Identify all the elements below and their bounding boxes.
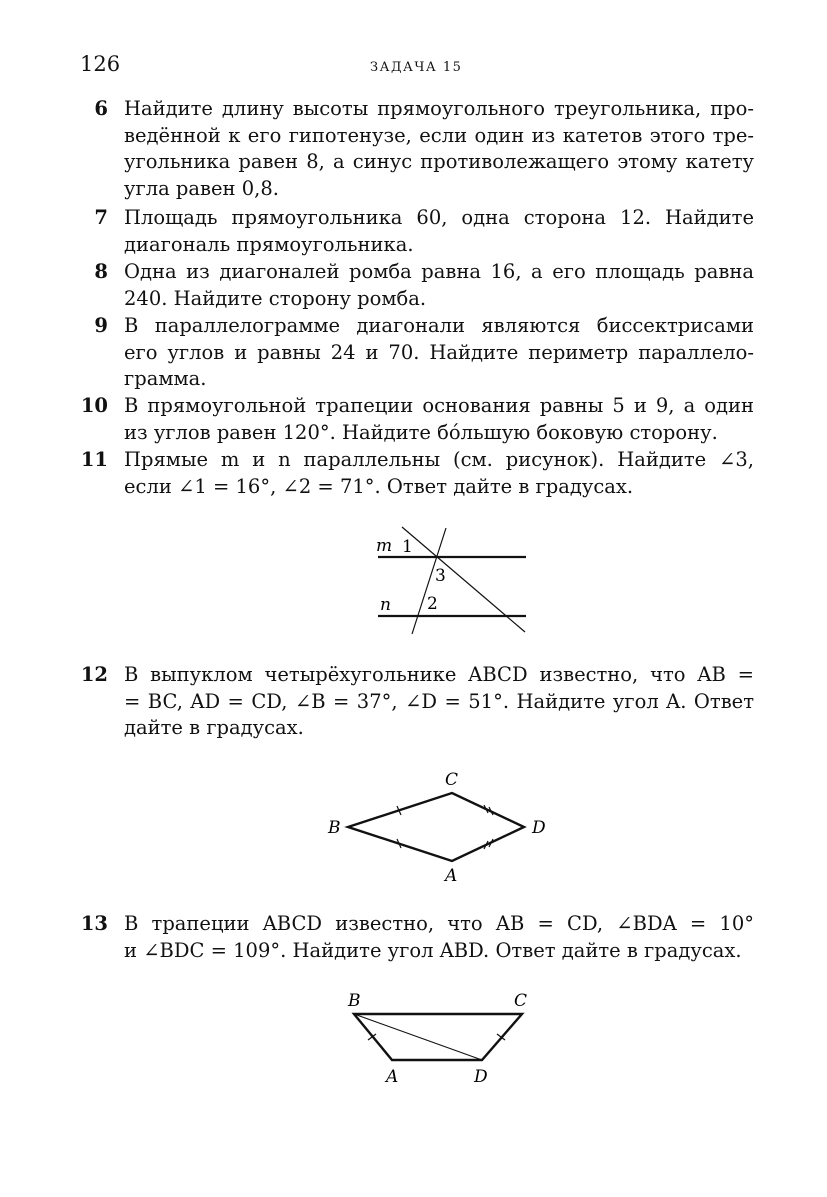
problem-text bbox=[124, 911, 754, 964]
text-line: его углов и равны 24 и 70. Найдите периметр параллело- bbox=[124, 340, 754, 364]
problem-number: 6 bbox=[94, 97, 108, 120]
label-c: C bbox=[514, 991, 528, 1011]
problem-text bbox=[124, 447, 754, 500]
problem-number: 12 bbox=[80, 663, 108, 686]
text-line: угла равен 0,8. bbox=[124, 176, 279, 200]
problem-11 bbox=[78, 447, 754, 500]
label-c: C bbox=[445, 770, 459, 790]
problem-text bbox=[124, 662, 754, 742]
quadrilateral-abcd bbox=[348, 793, 524, 861]
problem-13 bbox=[78, 911, 754, 964]
problem-8 bbox=[78, 259, 754, 312]
text-line: ведённой к его гипотенузе, если один из катетов этого тре- bbox=[124, 123, 754, 147]
problem-6 bbox=[78, 96, 754, 202]
problem-text bbox=[124, 205, 754, 258]
text-line: = BC, AD = CD, ∠B = 37°, ∠D = 51°. Найдите угол A. Ответ bbox=[124, 689, 754, 713]
trapezoid-abcd bbox=[354, 1014, 522, 1060]
label-angle-1: 1 bbox=[402, 537, 413, 557]
figure-parallel-lines bbox=[360, 520, 540, 640]
problem-text bbox=[124, 96, 754, 202]
problem-number: 8 bbox=[94, 260, 108, 283]
text-line: В трапеции ABCD известно, что AB = CD, ∠BDA = 10° bbox=[124, 912, 754, 935]
figure-quadrilateral bbox=[320, 765, 560, 890]
label-n: n bbox=[380, 595, 391, 615]
problem-12 bbox=[78, 662, 754, 742]
text-line: угольника равен 8, а синус противолежащего этому катету bbox=[124, 150, 754, 173]
label-d: D bbox=[532, 818, 546, 838]
problem-text bbox=[124, 313, 754, 393]
problem-number: 11 bbox=[80, 448, 108, 471]
text-line: Прямые m и n параллельны (см. рисунок). Найдите ∠3, bbox=[124, 448, 754, 471]
label-d: D bbox=[474, 1067, 488, 1087]
text-line: из углов равен 120°. Найдите бóльшую боковую сторону. bbox=[124, 420, 718, 444]
problem-text bbox=[124, 259, 754, 312]
label-a: A bbox=[445, 866, 458, 886]
problem-9 bbox=[78, 313, 754, 393]
text-line: и ∠BDC = 109°. Найдите угол ABD. Ответ дайте в градусах. bbox=[124, 938, 742, 962]
label-m: m bbox=[376, 536, 393, 556]
text-line: Найдите длину высоты прямоугольного треугольника, про- bbox=[124, 97, 754, 120]
text-line: грамма. bbox=[124, 367, 207, 390]
text-line: если ∠1 = 16°, ∠2 = 71°. Ответ дайте в градусах. bbox=[124, 474, 634, 498]
label-b: B bbox=[328, 818, 341, 838]
label-b: B bbox=[348, 991, 361, 1011]
problem-10 bbox=[78, 393, 754, 446]
problem-number: 10 bbox=[80, 394, 108, 417]
text-line: 240. Найдите сторону ромба. bbox=[124, 286, 427, 310]
text-line: дайте в градусах. bbox=[124, 716, 304, 739]
label-a: A bbox=[386, 1067, 399, 1087]
problem-number: 7 bbox=[94, 206, 108, 229]
figure-trapezoid bbox=[330, 988, 550, 1088]
text-line: В параллелограмме диагонали являются биссектрисами bbox=[124, 314, 754, 337]
text-line: Площадь прямоугольника 60, одна сторона 12. Найдите bbox=[124, 206, 754, 229]
text-line: Одна из диагоналей ромба равна 16, а его площадь равна bbox=[124, 260, 754, 283]
text-line: В выпуклом четырёхугольнике ABCD известно, что AB = bbox=[124, 663, 754, 686]
label-angle-3: 3 bbox=[435, 566, 446, 586]
problem-text bbox=[124, 393, 754, 446]
running-title: ЗАДАЧА 15 bbox=[370, 60, 463, 75]
text-line: В прямоугольной трапеции основания равны 5 и 9, а один bbox=[124, 394, 754, 417]
page-number: 126 bbox=[80, 52, 121, 76]
problem-number: 13 bbox=[80, 912, 108, 935]
problem-number: 9 bbox=[94, 314, 108, 337]
label-angle-2: 2 bbox=[427, 594, 438, 614]
problem-7 bbox=[78, 205, 754, 258]
text-line: диагональ прямоугольника. bbox=[124, 232, 414, 256]
